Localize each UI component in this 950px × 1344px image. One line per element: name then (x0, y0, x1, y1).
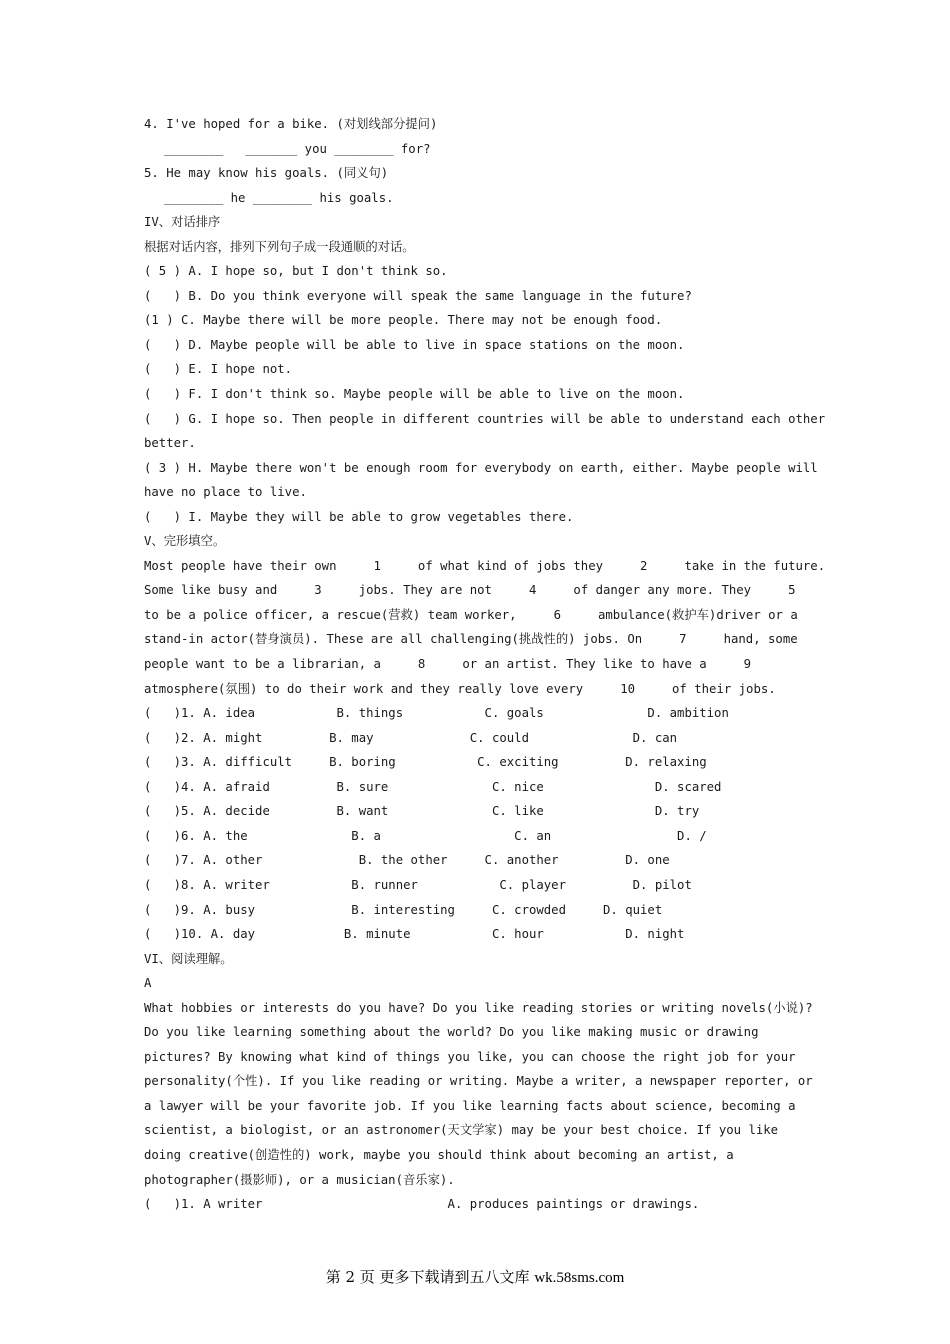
cloze-passage-line: to be a police officer, a rescue(营救) team worker, 6 ambulance(救护车)driver or a (144, 607, 798, 622)
cloze-option-row: ( )5. A. decide B. want C. like D. try (144, 804, 700, 819)
text-line: 4. I've hoped for a bike. (对划线部分提问) (144, 117, 438, 131)
text-line: 5. He may know his goals. (同义句) (144, 166, 389, 181)
dialogue-item: ( ) F. I don't think so. Maybe people will be able to live on the moon. (144, 387, 685, 402)
cloze-option-row: ( )3. A. difficult B. boring C. exciting D. relaxing (144, 755, 707, 770)
cloze-option-row: ( )1. A. idea B. things C. goals D. ambition (144, 706, 729, 721)
instruction-line: 根据对话内容，排列下列句子成一段通顺的对话。 (144, 239, 415, 254)
cloze-option-row: ( )9. A. busy B. interesting C. crowded D. quiet (144, 902, 663, 917)
reading-passage-line: Do you like learning something about the world? Do you like making music or drawing (144, 1025, 759, 1040)
cloze-option-row: ( )7. A. other B. the other C. another D. one (144, 853, 670, 868)
reading-passage-line: scientist, a biologist, or an astronomer(天文学家) may be your best choice. If you like (144, 1123, 779, 1138)
dialogue-item: (1 ) C. Maybe there will be more people. There may not be enough food. (144, 313, 663, 328)
cloze-passage-line: Some like busy and 3 jobs. They are not 4 of danger any more. They 5 (144, 583, 796, 598)
dialogue-item: ( ) B. Do you think everyone will speak the same language in the future? (144, 288, 692, 303)
dialogue-item: ( ) D. Maybe people will be able to live in space stations on the moon. (144, 337, 685, 352)
reading-passage-line: What hobbies or interests do you have? Do you like reading stories or writing novels(小说)? (144, 1000, 813, 1015)
dialogue-item: ( ) E. I hope not. (144, 362, 293, 377)
reading-passage-line: doing creative(创造性的) work, maybe you should think about becoming an artist, a (144, 1147, 734, 1162)
cloze-option-row: ( )10. A. day B. minute C. hour D. night (144, 927, 685, 942)
cloze-passage-line: people want to be a librarian, a 8 or an artist. They like to have a 9 (144, 657, 752, 672)
reading-passage-line: a lawyer will be your favorite job. If you like learning facts about science, becoming a (144, 1098, 796, 1113)
cloze-passage-line: stand-in actor(替身演员). These are all challenging(挑战性的) jobs. On 7 hand, some (144, 632, 798, 647)
reading-passage-line: personality(个性). If you like reading or writing. Maybe a writer, a newspaper reporter, or (144, 1074, 813, 1089)
cloze-option-row: ( )8. A. writer B. runner C. player D. pilot (144, 877, 692, 892)
footer-url: wk.58sms.com (534, 1270, 625, 1286)
cloze-passage-line: Most people have their own 1 of what kind of jobs they 2 take in the future. (144, 558, 826, 573)
cloze-option-row: ( )2. A. might B. may C. could D. can (144, 730, 678, 745)
section-heading: V、完形填空。 (144, 534, 226, 549)
dialogue-item: ( 3 ) H. Maybe there won't be enough room for everybody on earth, either. Maybe people will (144, 460, 818, 475)
reading-passage-line: photographer(摄影师), or a musician(音乐家). (144, 1172, 455, 1187)
dialogue-item-continued: have no place to live. (144, 485, 307, 500)
cloze-option-row: ( )6. A. the B. a C. an D. / (144, 828, 707, 843)
dialogue-item: ( 5 ) A. I hope so, but I don't think so. (144, 264, 448, 279)
document-body (144, 112, 824, 1217)
answer-blank-line: ________ he ________ his goals. (164, 190, 394, 205)
dialogue-item-continued: better. (144, 436, 196, 451)
cloze-option-row: ( )4. A. afraid B. sure C. nice D. scared (144, 779, 722, 794)
dialogue-item: ( ) I. Maybe they will be able to grow vegetables there. (144, 509, 574, 524)
reading-passage-line: pictures? By knowing what kind of things you like, you can choose the right job for your (144, 1049, 796, 1064)
section-heading: IV、对话排序 (144, 215, 221, 230)
cloze-passage-line: atmosphere(氛围) to do their work and they really love every 10 of their jobs. (144, 681, 776, 696)
page-footer (0, 1266, 950, 1287)
dialogue-item: ( ) G. I hope so. Then people in different countries will be able to understand each other (144, 411, 826, 426)
footer-text: 第 2 页 更多下载请到五八文库 (325, 1268, 535, 1286)
passage-label: A (144, 976, 152, 991)
section-heading: VI、阅读理解。 (144, 951, 233, 966)
matching-question-row: ( )1. A writer A. produces paintings or drawings. (144, 1197, 700, 1212)
answer-blank-line: ________ _______ you ________ for? (164, 141, 431, 156)
